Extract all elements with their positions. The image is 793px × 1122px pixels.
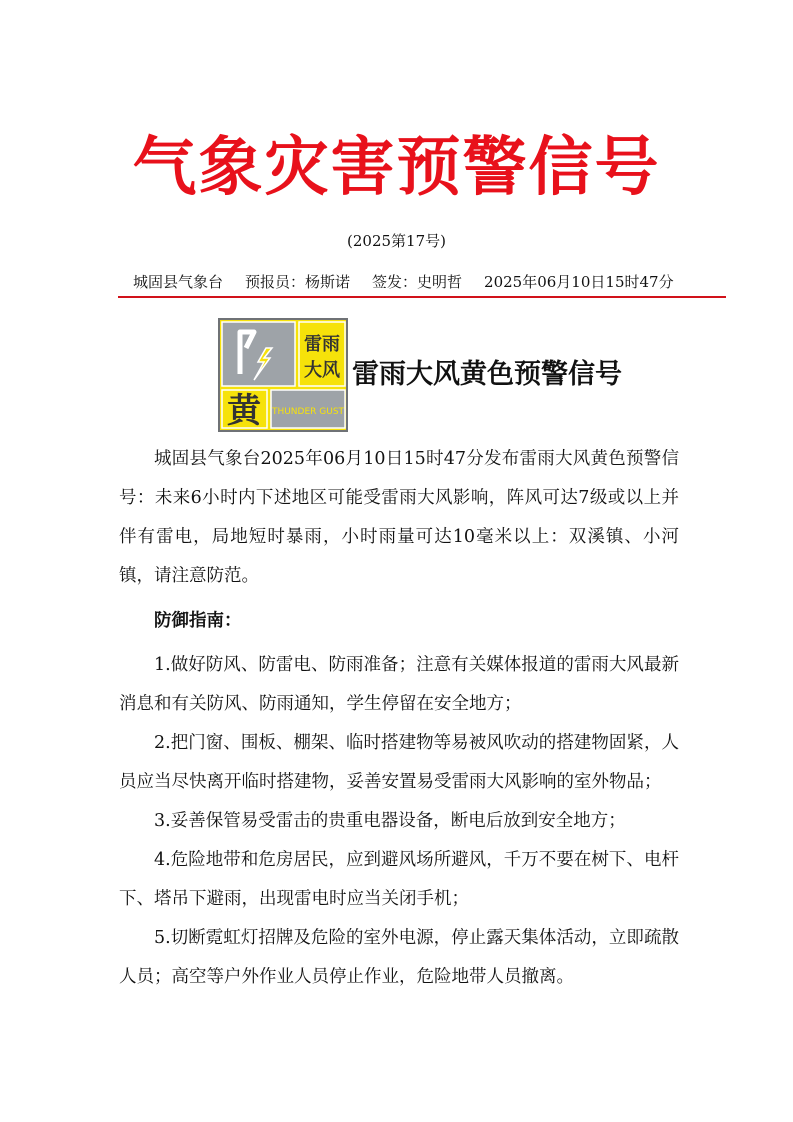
thunder-gust-yellow-signal-icon [218,318,348,432]
document-title: 气象灾害预警信号 [132,130,661,205]
issue-number: (2025第17号) [347,232,446,250]
signal-title: 雷雨大风黄色预警信号 [352,359,622,390]
guide-item: 4.危险地带和危房居民，应到避风场所避风，千万不要在树下、电杆下、塔吊下避雨，出现雷电时应当关闭手机； [119,850,679,909]
defense-guide-heading: 防御指南： [154,611,242,631]
issue-time: 2025年06月10日15时47分 [484,273,674,291]
agency-name: 城固县气象台 [133,273,224,291]
forecaster: 预报员：杨斯诺 [245,273,351,291]
guide-item: 2.把门窗、围板、棚架、临时搭建物等易被风吹动的搭建物固紧，人员应当尽快离开临时搭建物，妥善安置易受雷雨大风影响的室外物品； [119,733,679,792]
icon-text-thunder-rain: 雷雨 [304,334,340,355]
icon-level-char: 黄 [227,391,261,431]
issuer: 签发：史明哲 [372,273,463,291]
guide-item: 5.切断霓虹灯招牌及危险的室外电源，停止露天集体活动，立即疏散人员；高空等户外作业人员停止作业，危险地带人员撤离。 [119,928,679,987]
icon-text-english: THUNDER GUST [271,407,345,417]
icon-text-gust: 大风 [304,360,340,381]
header-divider [118,296,726,298]
warning-paragraph: 城固县气象台2025年06月10日15时47分发布雷雨大风黄色预警信号：未来6小时内下述地区可能受雷雨大风影响，阵风可达7级或以上并伴有雷电，局地短时暴雨，小时雨量可达10毫米以上：双溪镇、小河镇，请注意防范。 [119,449,679,586]
issuer-info-line [133,272,674,292]
guide-item: 1.做好防风、防雷电、防雨准备；注意有关媒体报道的雷雨大风最新消息和有关防风、防雨通知，学生停留在安全地方； [119,655,679,714]
warning-content [119,440,679,997]
guide-item: 3.妥善保管易受雷击的贵重电器设备，断电后放到安全地方； [154,811,626,831]
